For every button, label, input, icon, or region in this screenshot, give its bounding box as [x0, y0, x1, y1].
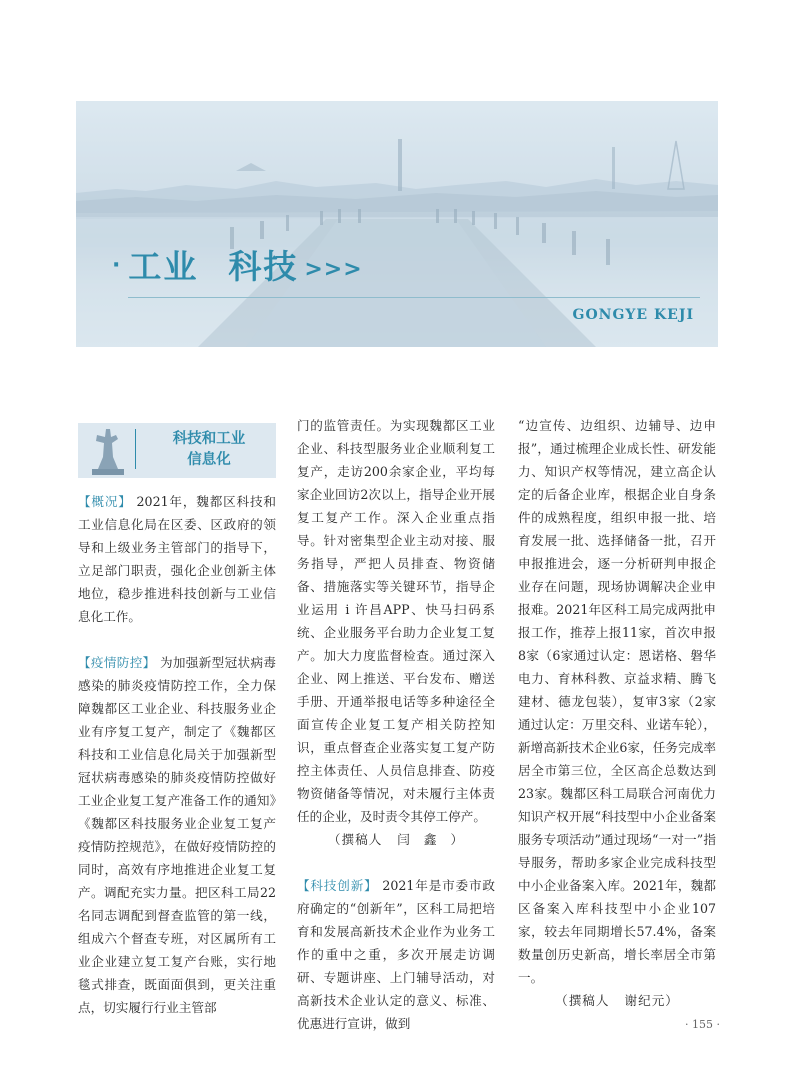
- section-banner: [76, 101, 718, 347]
- column-3: [518, 414, 716, 1012]
- section-title-line2: 信息化: [187, 452, 231, 468]
- author-name: 闫鑫: [397, 832, 451, 847]
- tag-innovation: 【科技创新】: [297, 878, 378, 893]
- author-label: （撰稿人: [555, 993, 610, 1008]
- paragraph-epidemic: [78, 651, 276, 1019]
- title-industry: 工业: [128, 247, 199, 286]
- title-bullet: ·: [112, 253, 123, 278]
- banner-title: [112, 241, 363, 288]
- paragraph-innovation: [297, 874, 495, 1035]
- statue-icon: [82, 423, 134, 478]
- tag-overview: 【概况】: [78, 494, 132, 509]
- paragraph-innovation-cont: “边宣传、边组织、边辅导、边申报”，通过梳理企业成长性、研发能力、知识产权等情况，建立高企认定的后备企业库，根据企业自身条件的成熟程度，组织申报一批、培育发展一批、选择储备一批，召开申报推进会，逐一分析研判申报企业存在问题，现场协调解决企业申报难。2021年区科工局完成两批申报工作，推荐上报11家，首次申报8家（6家通过认定：恩诺格、磐华电力、育林科教、京益求精、腾飞建材、德龙包装），复审3家（2家通过认定：万里交科、业诺车轮），新增高新技术企业6家，任务完成率居全市第三位，全区高企总数达到23家。魏都区科工局联合河南优力知识产权开展“科技型中小企业备案服务专项活动”通过现场“一对一”指导服务，帮助多家企业完成科技型中小企业备案入库。2021年，魏都区备案入库科技型中小企业107家，较去年同期增长57.4%，备案数量创历史新高，增长率居全市第一。: [518, 418, 716, 985]
- section-heading-box: [78, 423, 276, 478]
- title-chevrons: >>>: [304, 257, 363, 282]
- author-name: 谢纪元: [624, 993, 666, 1008]
- innovation-text: 2021年是市委市政府确定的“创新年”，区科工局把培育和发展高新技术企业作为业务工作的重中之重，多次开展走访调研、专题讲座、上门辅导活动，对高新技术企业认定的意义、标准、优惠进行宣讲，做到: [297, 878, 495, 1031]
- author-close: ）: [450, 832, 465, 847]
- epidemic-text: 为加强新型冠状病毒感染的肺炎疫情防控工作，全力保障魏都区工业企业、科技服务业企业有序复工复产，制定了《魏都区科技和工业信息化局关于加强新型冠状病毒感染的肺炎疫情防控做好工业企业复工复产准备工作的通知》《魏都区科技服务业企业复工复产疫情防控规范》，在做好疫情防控的同时，高效有序地推进企业复工复产。调配充实力量。把区科工局22名同志调配到督查监管的第一线，组成六个督查专班，对区属所有工业企业建立复工复产台账，实行地毯式排查，既面面俱到，更关注重点，切实履行行业主管部: [78, 655, 276, 1015]
- banner-pinyin: GONGYE KEJI: [572, 307, 694, 323]
- page-number: · 155 ·: [685, 1018, 720, 1031]
- banner-divider: [128, 297, 700, 298]
- author-credit-2: [518, 989, 716, 1012]
- author-label: （撰稿人: [327, 832, 383, 847]
- paragraph-epidemic-cont: 门的监管责任。为实现魏都区工业企业、科技型服务业企业顺利复工复产，走访200余家企业，平均每家企业回访2次以上，指导企业开展复工复产工作。深入企业重点指导。针对密集型企业主动对接、服务指导，严把人员排查、物资储备、措施落实等关键环节，指导企业运用 i 许昌APP、快马扫码系统、企业服务平台助力企业复工复产。加大力度监督检查。通过深入企业、网上推送、平台发布、赠送手册、开通举报电话等多种途径全面宣传企业复工复产相关防控知识，重点督查企业落实复工复产防控主体责任、人员信息排查、防疫物资储备等情况，对未履行主体责任的企业，及时责令其停工停产。: [297, 418, 495, 824]
- section-title: [144, 429, 274, 471]
- column-1: [78, 423, 276, 1019]
- author-credit-1: [297, 828, 495, 851]
- paragraph-overview: [78, 490, 276, 628]
- heading-divider: [135, 429, 136, 469]
- overview-text: 2021年，魏都区科技和工业信息化局在区委、区政府的领导和上级业务主管部门的指导下，立足部门职责，强化企业创新主体地位，稳步推进科技创新与工业信息化工作。: [78, 494, 276, 624]
- column-2: [297, 414, 495, 1035]
- title-technology: 科技: [228, 247, 299, 286]
- tag-epidemic: 【疫情防控】: [78, 655, 156, 670]
- section-title-line1: 科技和工业: [172, 431, 246, 447]
- author-close: ）: [665, 993, 679, 1008]
